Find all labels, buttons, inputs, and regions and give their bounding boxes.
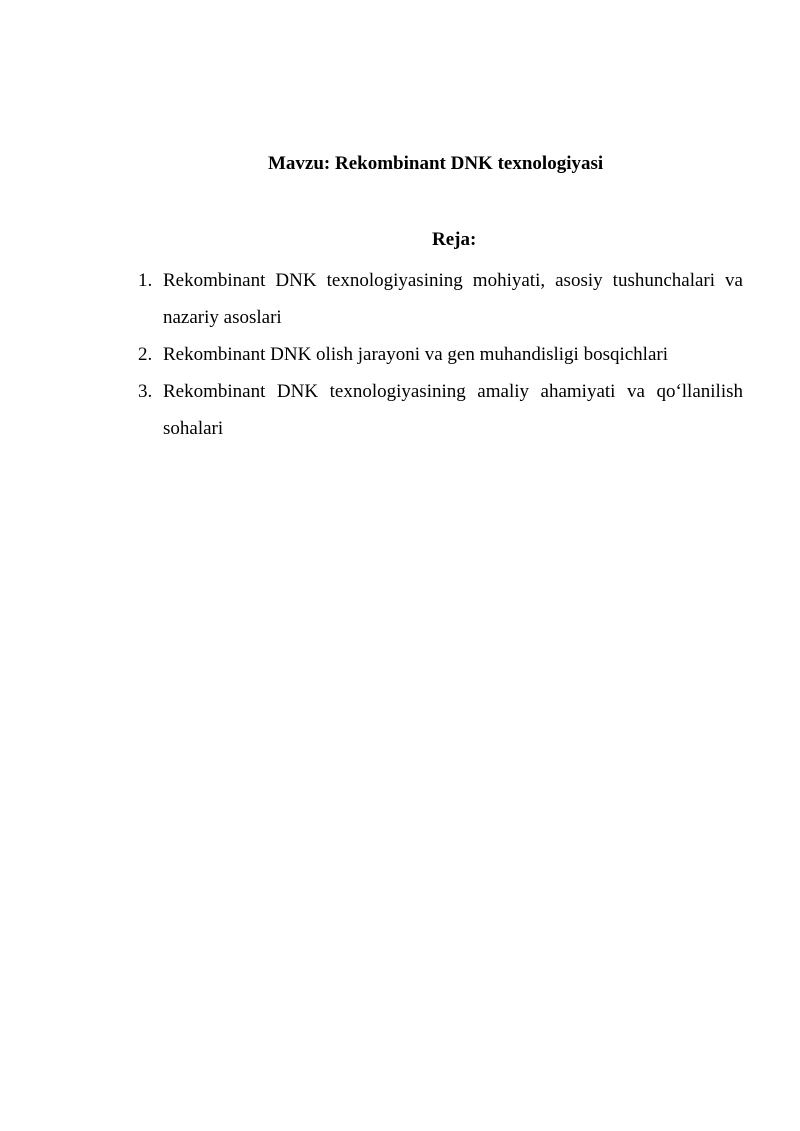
plan-item-text: Rekombinant DNK texnologiyasining amaliy ahamiyati va qo‘llanilish sohalari: [163, 381, 743, 439]
document-title: Mavzu: Rekombinant DNK texnologiyasi: [268, 153, 604, 174]
plan-item-number: 3.: [138, 381, 153, 402]
plan-item-number: 2.: [138, 344, 153, 365]
plan-item-number: 1.: [138, 270, 153, 291]
plan-item-3: [138, 373, 743, 447]
plan-list: [138, 262, 743, 447]
plan-heading: Reja:: [432, 229, 477, 250]
plan-item-text: Rekombinant DNK olish jarayoni va gen muhandisligi bosqichlari: [163, 344, 669, 365]
plan-item-text: Rekombinant DNK texnologiyasining mohiyati, asosiy tushunchalari va nazariy asoslari: [163, 270, 743, 328]
plan-item-1: [138, 262, 743, 336]
plan-item-2: [138, 336, 743, 373]
